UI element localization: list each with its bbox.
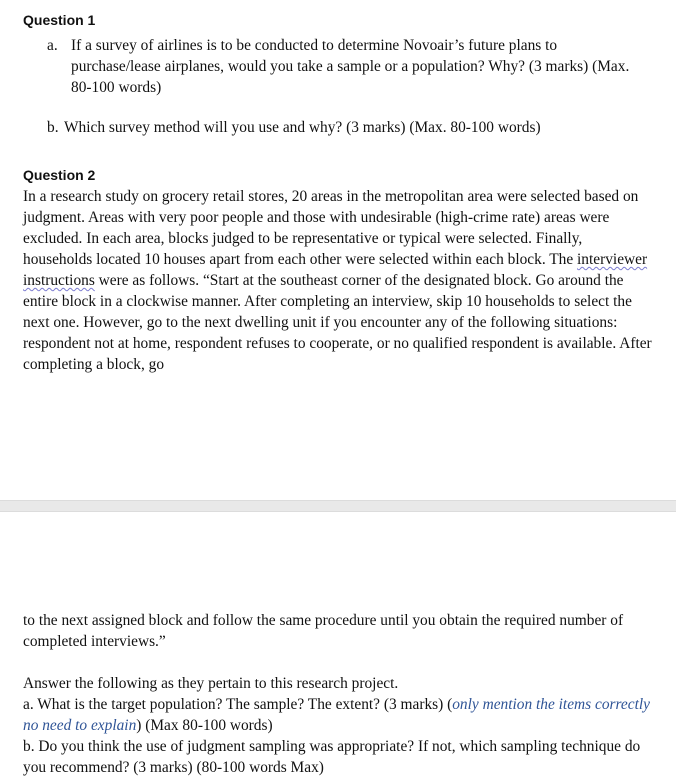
question-2a-end: ) (Max 80-100 words) bbox=[136, 717, 273, 734]
question-1a bbox=[47, 35, 637, 98]
question-2b: b. Do you think the use of judgment sampling was appropriate? If not, which sampling technique do you recommend? (3 marks) (80-100 words Max) bbox=[23, 738, 641, 776]
paragraph-end: were as follows. “Start at the southeast corner of the designated block. Go around the entire block in a clockwise manner. After completing an interview, skip 10 households to select the next one. However, go to the next dwelling unit if you encounter any of the following situations: respondent not at home, respondent refuses to cooperate, or no qualified respondent is available. After completing a block, go bbox=[23, 272, 652, 373]
question-2a bbox=[23, 694, 655, 736]
document-page-2 bbox=[0, 512, 676, 781]
question-1a-text: If a survey of airlines is to be conducted to determine Novoair’s future plans to purchase/lease airplanes, would you take a sample or a population? Why? (3 marks) (Max. 80-100 words) bbox=[71, 37, 630, 96]
question-2a-note: only mention the items correctly no need to explain bbox=[23, 696, 650, 734]
page-break bbox=[0, 500, 676, 512]
question-1a-marker: a. bbox=[47, 37, 58, 54]
question-2-instructions: Answer the following as they pertain to this research project. bbox=[23, 675, 399, 692]
question-1b-text: Which survey method will you use and why? (3 marks) (Max. 80-100 words) bbox=[64, 119, 541, 136]
question-2a-text: a. What is the target population? The sample? The extent? (3 marks) ( bbox=[23, 696, 453, 713]
question-1b-marker: b. bbox=[47, 119, 59, 136]
question-2-continuation: to the next assigned block and follow the same procedure until you obtain the required number of completed interviews.” bbox=[23, 612, 624, 650]
question-1b bbox=[47, 117, 647, 138]
question-2-heading: Question 2 bbox=[23, 167, 96, 183]
question-1-heading: Question 1 bbox=[23, 12, 96, 28]
spellcheck-underlined-phrase: interviewer instructions bbox=[23, 251, 648, 289]
question-2-paragraph bbox=[23, 186, 655, 375]
paragraph-start: In a research study on grocery retail stores, 20 areas in the metropolitan area were selected based on judgment. Areas with very poor people and those with undesirable (high-crime rate) areas were excluded. In each area, blocks judged to be representative or typical were selected. Finally, households located 10 houses apart from each other were selected within each block. The bbox=[23, 188, 639, 268]
